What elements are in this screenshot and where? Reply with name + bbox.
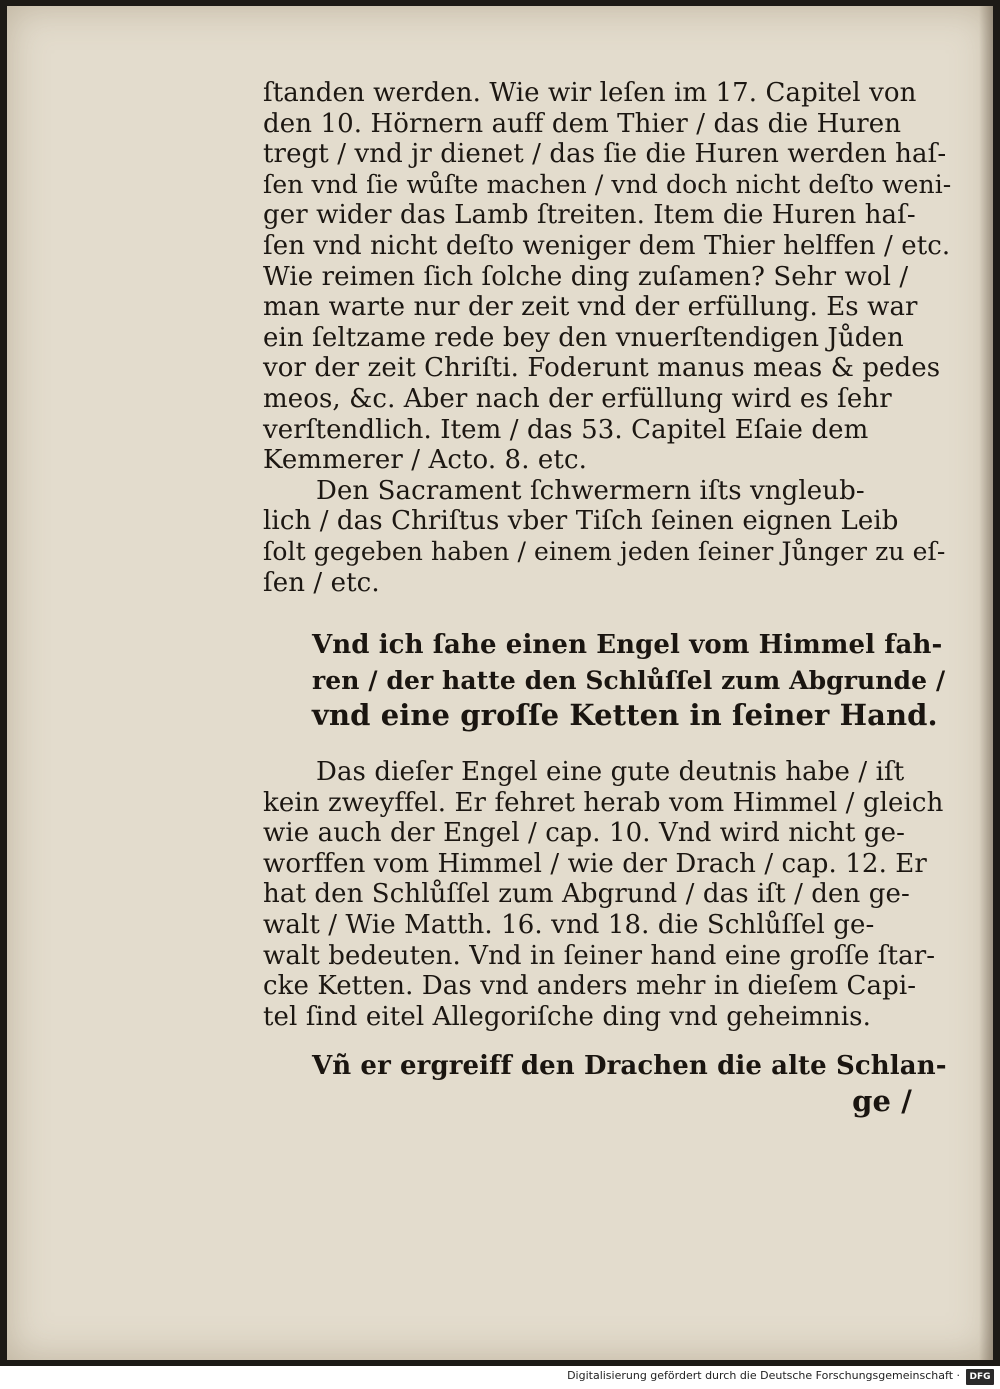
scripture-heading-1 [312, 628, 952, 733]
text-line: walt bedeuten. Vnd in ſeiner hand eine groſſe ſtar- [263, 940, 936, 971]
text-line: ſtanden werden. Wie wir leſen im 17. Capitel von [263, 78, 917, 108]
text-line: lich / das Chriſtus vber Tiſch ſeinen eignen Leib [263, 506, 899, 537]
scripture-heading-2 [312, 1049, 952, 1119]
heading-line: ren / der hatte den Schlůſſel zum Abgrunde / [312, 666, 946, 695]
heading-line: Vñ er ergreiff den Drachen die alte Schlan- [312, 1051, 947, 1081]
body-text-top [263, 78, 953, 598]
text-line: wie auch der Engel / cap. 10. Vnd wird nicht ge- [263, 818, 906, 849]
text-line: kein zweyffel. Er fehret herab vom Himmel / gleich [263, 787, 944, 818]
text-line: hat den Schlůſſel zum Abgrund / das iſt / den ge- [263, 879, 910, 910]
heading-line: Vnd ich ſahe einen Engel vom Himmel fah- [312, 630, 943, 660]
text-line: worffen vom Himmel / wie der Drach / cap. 12. Er [263, 848, 927, 879]
text-line: ger wider das Lamb ſtreiten. Item die Huren haſ- [263, 200, 916, 231]
text-line: Das dieſer Engel eine gute deutnis habe / iſt [316, 757, 905, 787]
text-line: ein ſeltzame rede bey den vnuerſtendigen Jůden [263, 322, 904, 353]
text-line: cke Ketten. Das vnd anders mehr in dieſem Capi- [263, 971, 917, 1002]
text-line: tregt / vnd jr dienet / das ſie die Huren werden haſ- [263, 139, 947, 170]
text-line: den 10. Hörnern auff dem Thier / das die Huren [263, 108, 902, 139]
body-text-bottom [263, 757, 953, 1032]
funding-credit: Digitalisierung gefördert durch die Deutsche Forschungsgemeinschaft · [567, 1369, 960, 1382]
text-line: verſtendlich. Item / das 53. Capitel Eſaie dem [263, 414, 869, 445]
dfg-logo-icon: DFG [966, 1369, 994, 1385]
text-line: ſen vnd nicht deſto weniger dem Thier helffen / etc. [263, 230, 951, 261]
text-line: walt / Wie Matth. 16. vnd 18. die Schlůſſel ge- [263, 909, 875, 940]
text-line: Kemmerer / Acto. 8. etc. [263, 445, 587, 476]
text-line: Den Sacrament ſchwermern iſts vngleub- [316, 475, 865, 506]
text-line: Wie reimen ſich ſolche ding zuſamen? Sehr wol / [263, 261, 909, 292]
text-line: tel ſind eitel Allegoriſche ding vnd geheimnis. [263, 1001, 871, 1032]
footer-bar [0, 1366, 1000, 1389]
text-line: ſen vnd ſie wůſte machen / vnd doch nicht deſto weni- [263, 169, 952, 199]
text-line: ſen / etc. [263, 567, 380, 598]
text-line: meos, &c. Aber nach der erfüllung wird es ſehr [263, 383, 892, 414]
heading-line: vnd eine groſſe Ketten in ſeiner Hand. [312, 698, 938, 732]
text-line: man warte nur der zeit vnd der erfüllung. Es war [263, 292, 918, 323]
text-line: ſolt gegeben haben / einem jeden ſeiner Jůnger zu eſ- [263, 536, 946, 566]
catchword: ge / [852, 1084, 912, 1118]
text-line: vor der zeit Chriſti. Foderunt manus meas & pedes [263, 353, 941, 384]
